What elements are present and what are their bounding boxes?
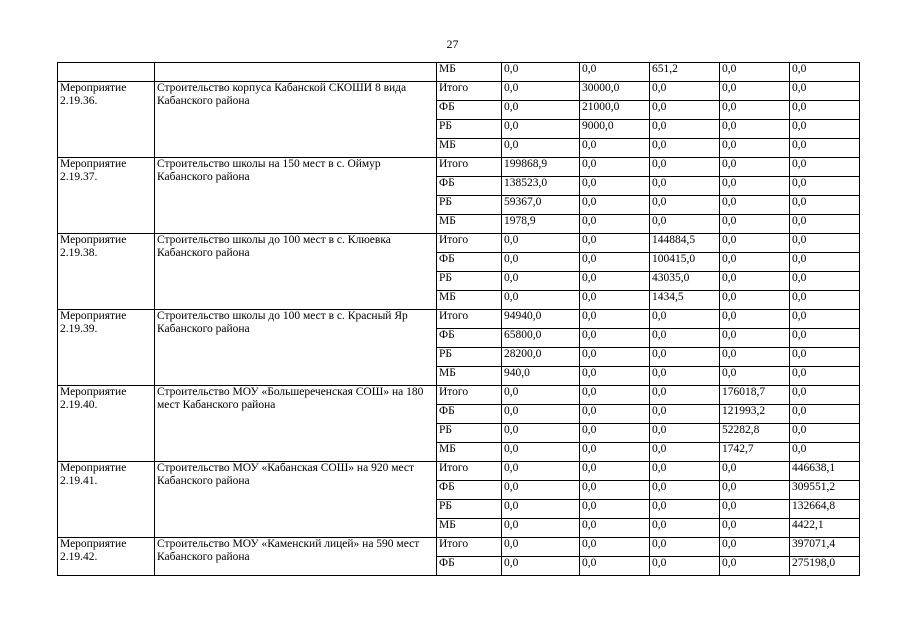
value-cell: 0,0 — [650, 500, 720, 519]
value-cell: 0,0 — [502, 557, 580, 576]
value-cell: 0,0 — [720, 82, 790, 101]
value-cell: 0,0 — [790, 291, 860, 310]
value-cell: 0,0 — [650, 424, 720, 443]
event-description-cell — [155, 63, 437, 82]
value-cell: 0,0 — [502, 538, 580, 557]
table-row — [58, 234, 860, 253]
event-code-cell: Мероприятие 2.19.38. — [58, 234, 155, 310]
value-cell: 0,0 — [650, 215, 720, 234]
funding-source-cell: ФБ — [437, 253, 502, 272]
value-cell: 0,0 — [720, 367, 790, 386]
funding-source-cell: Итого — [437, 234, 502, 253]
value-cell: 0,0 — [580, 481, 650, 500]
value-cell: 0,0 — [502, 253, 580, 272]
value-cell: 0,0 — [790, 101, 860, 120]
value-cell: 0,0 — [580, 500, 650, 519]
value-cell: 0,0 — [502, 519, 580, 538]
value-cell: 275198,0 — [790, 557, 860, 576]
value-cell: 0,0 — [720, 557, 790, 576]
funding-source-cell: МБ — [437, 63, 502, 82]
event-description-cell: Строительство школы до 100 мест в с. Красный Яр Кабанского района — [155, 310, 437, 386]
value-cell: 0,0 — [650, 462, 720, 481]
value-cell: 0,0 — [580, 367, 650, 386]
value-cell: 0,0 — [580, 310, 650, 329]
value-cell: 0,0 — [720, 158, 790, 177]
value-cell: 0,0 — [502, 481, 580, 500]
funding-source-cell: МБ — [437, 519, 502, 538]
value-cell: 121993,2 — [720, 405, 790, 424]
value-cell: 0,0 — [580, 196, 650, 215]
value-cell: 0,0 — [502, 63, 580, 82]
table-row — [58, 462, 860, 481]
funding-source-cell: Итого — [437, 82, 502, 101]
value-cell: 0,0 — [650, 405, 720, 424]
value-cell: 0,0 — [650, 101, 720, 120]
funding-source-cell: ФБ — [437, 329, 502, 348]
value-cell: 0,0 — [790, 196, 860, 215]
value-cell: 176018,7 — [720, 386, 790, 405]
event-description-cell: Строительство школы на 150 мест в с. Оймур Кабанского района — [155, 158, 437, 234]
event-code-cell — [58, 63, 155, 82]
value-cell: 0,0 — [580, 139, 650, 158]
value-cell: 0,0 — [502, 82, 580, 101]
value-cell: 199868,9 — [502, 158, 580, 177]
value-cell: 0,0 — [502, 272, 580, 291]
value-cell: 0,0 — [580, 462, 650, 481]
value-cell: 0,0 — [720, 120, 790, 139]
value-cell: 0,0 — [502, 139, 580, 158]
value-cell: 0,0 — [650, 310, 720, 329]
value-cell: 0,0 — [650, 519, 720, 538]
funding-source-cell: РБ — [437, 120, 502, 139]
event-code-cell: Мероприятие 2.19.39. — [58, 310, 155, 386]
value-cell: 0,0 — [580, 557, 650, 576]
value-cell: 0,0 — [580, 291, 650, 310]
funding-source-cell: МБ — [437, 139, 502, 158]
event-code-cell: Мероприятие 2.19.40. — [58, 386, 155, 462]
value-cell: 0,0 — [720, 101, 790, 120]
value-cell: 0,0 — [580, 538, 650, 557]
value-cell: 0,0 — [720, 272, 790, 291]
value-cell: 0,0 — [650, 196, 720, 215]
value-cell: 4422,1 — [790, 519, 860, 538]
funding-source-cell: МБ — [437, 215, 502, 234]
event-code-cell: Мероприятие 2.19.41. — [58, 462, 155, 538]
value-cell: 0,0 — [720, 291, 790, 310]
value-cell: 0,0 — [720, 500, 790, 519]
value-cell: 0,0 — [580, 519, 650, 538]
value-cell: 0,0 — [580, 63, 650, 82]
value-cell: 0,0 — [720, 348, 790, 367]
value-cell: 0,0 — [580, 272, 650, 291]
value-cell: 0,0 — [650, 329, 720, 348]
value-cell: 30000,0 — [580, 82, 650, 101]
value-cell: 651,2 — [650, 63, 720, 82]
value-cell: 1742,7 — [720, 443, 790, 462]
value-cell: 0,0 — [502, 386, 580, 405]
funding-source-cell: Итого — [437, 158, 502, 177]
funding-source-cell: Итого — [437, 462, 502, 481]
value-cell: 0,0 — [790, 329, 860, 348]
value-cell: 100415,0 — [650, 253, 720, 272]
value-cell: 0,0 — [790, 158, 860, 177]
value-cell: 0,0 — [790, 253, 860, 272]
value-cell: 0,0 — [720, 329, 790, 348]
value-cell: 0,0 — [580, 253, 650, 272]
value-cell: 0,0 — [650, 443, 720, 462]
value-cell: 0,0 — [720, 519, 790, 538]
value-cell: 0,0 — [790, 63, 860, 82]
value-cell: 0,0 — [502, 405, 580, 424]
value-cell: 0,0 — [790, 405, 860, 424]
value-cell: 9000,0 — [580, 120, 650, 139]
value-cell: 0,0 — [580, 234, 650, 253]
funding-source-cell: ФБ — [437, 557, 502, 576]
value-cell: 0,0 — [720, 234, 790, 253]
funding-source-cell: Итого — [437, 310, 502, 329]
value-cell: 28200,0 — [502, 348, 580, 367]
event-description-cell: Строительство МОУ «Каменский лицей» на 590 мест Кабанского района — [155, 538, 437, 576]
value-cell: 0,0 — [650, 177, 720, 196]
value-cell: 132664,8 — [790, 500, 860, 519]
value-cell: 446638,1 — [790, 462, 860, 481]
value-cell: 0,0 — [580, 386, 650, 405]
funding-source-cell: Итого — [437, 386, 502, 405]
value-cell: 309551,2 — [790, 481, 860, 500]
value-cell: 0,0 — [720, 215, 790, 234]
event-description-cell: Строительство школы до 100 мест в с. Клюевка Кабанского района — [155, 234, 437, 310]
value-cell: 0,0 — [580, 348, 650, 367]
funding-source-cell: РБ — [437, 424, 502, 443]
value-cell: 0,0 — [790, 177, 860, 196]
value-cell: 144884,5 — [650, 234, 720, 253]
event-code-cell: Мероприятие 2.19.37. — [58, 158, 155, 234]
value-cell: 0,0 — [580, 405, 650, 424]
value-cell: 0,0 — [502, 424, 580, 443]
value-cell: 0,0 — [650, 158, 720, 177]
funding-source-cell: РБ — [437, 500, 502, 519]
value-cell: 0,0 — [502, 291, 580, 310]
table-row — [58, 386, 860, 405]
value-cell: 0,0 — [650, 139, 720, 158]
value-cell: 0,0 — [790, 348, 860, 367]
funding-source-cell: ФБ — [437, 405, 502, 424]
table-row — [58, 82, 860, 101]
value-cell: 0,0 — [650, 481, 720, 500]
value-cell: 1978,9 — [502, 215, 580, 234]
value-cell: 0,0 — [502, 234, 580, 253]
value-cell: 0,0 — [650, 120, 720, 139]
event-code-cell: Мероприятие 2.19.42. — [58, 538, 155, 576]
value-cell: 0,0 — [720, 253, 790, 272]
value-cell: 0,0 — [650, 82, 720, 101]
value-cell: 397071,4 — [790, 538, 860, 557]
table-row — [58, 538, 860, 557]
value-cell: 0,0 — [502, 462, 580, 481]
value-cell: 0,0 — [720, 196, 790, 215]
page-number: 27 — [446, 37, 459, 51]
table-row — [58, 63, 860, 82]
value-cell: 0,0 — [580, 329, 650, 348]
value-cell: 0,0 — [790, 367, 860, 386]
funding-source-cell: РБ — [437, 196, 502, 215]
value-cell: 21000,0 — [580, 101, 650, 120]
value-cell: 940,0 — [502, 367, 580, 386]
funding-source-cell: МБ — [437, 291, 502, 310]
value-cell: 0,0 — [790, 310, 860, 329]
value-cell: 0,0 — [650, 386, 720, 405]
value-cell: 0,0 — [790, 82, 860, 101]
value-cell: 0,0 — [790, 215, 860, 234]
funding-source-cell: РБ — [437, 348, 502, 367]
event-description-cell: Строительство МОУ «Большереченская СОШ» на 180 мест Кабанского района — [155, 386, 437, 462]
value-cell: 0,0 — [580, 215, 650, 234]
funding-source-cell: ФБ — [437, 177, 502, 196]
funding-source-cell: РБ — [437, 272, 502, 291]
value-cell: 0,0 — [502, 443, 580, 462]
value-cell: 138523,0 — [502, 177, 580, 196]
funding-source-cell: МБ — [437, 443, 502, 462]
value-cell: 0,0 — [580, 443, 650, 462]
value-cell: 0,0 — [580, 158, 650, 177]
value-cell: 0,0 — [790, 139, 860, 158]
value-cell: 0,0 — [720, 63, 790, 82]
value-cell: 0,0 — [502, 101, 580, 120]
funding-source-cell: Итого — [437, 538, 502, 557]
value-cell: 0,0 — [720, 462, 790, 481]
value-cell: 0,0 — [720, 481, 790, 500]
funding-source-cell: ФБ — [437, 481, 502, 500]
value-cell: 0,0 — [720, 538, 790, 557]
value-cell: 0,0 — [790, 386, 860, 405]
value-cell: 0,0 — [650, 367, 720, 386]
table-row — [58, 310, 860, 329]
value-cell: 0,0 — [720, 177, 790, 196]
value-cell: 0,0 — [502, 120, 580, 139]
value-cell: 0,0 — [580, 177, 650, 196]
funding-table — [57, 62, 860, 576]
value-cell: 1434,5 — [650, 291, 720, 310]
table-row — [58, 158, 860, 177]
event-description-cell: Строительство корпуса Кабанской СКОШИ 8 вида Кабанского района — [155, 82, 437, 158]
value-cell: 0,0 — [650, 348, 720, 367]
table-body — [58, 63, 860, 576]
value-cell: 94940,0 — [502, 310, 580, 329]
value-cell: 0,0 — [790, 272, 860, 291]
value-cell: 43035,0 — [650, 272, 720, 291]
value-cell: 52282,8 — [720, 424, 790, 443]
value-cell: 0,0 — [650, 538, 720, 557]
value-cell: 59367,0 — [502, 196, 580, 215]
value-cell: 0,0 — [790, 424, 860, 443]
event-description-cell: Строительство МОУ «Кабанская СОШ» на 920 мест Кабанского района — [155, 462, 437, 538]
funding-source-cell: ФБ — [437, 101, 502, 120]
value-cell: 0,0 — [580, 424, 650, 443]
value-cell: 0,0 — [720, 310, 790, 329]
value-cell: 65800,0 — [502, 329, 580, 348]
value-cell: 0,0 — [790, 120, 860, 139]
value-cell: 0,0 — [650, 557, 720, 576]
value-cell: 0,0 — [720, 139, 790, 158]
event-code-cell: Мероприятие 2.19.36. — [58, 82, 155, 158]
funding-source-cell: МБ — [437, 367, 502, 386]
value-cell: 0,0 — [790, 234, 860, 253]
value-cell: 0,0 — [790, 443, 860, 462]
value-cell: 0,0 — [502, 500, 580, 519]
